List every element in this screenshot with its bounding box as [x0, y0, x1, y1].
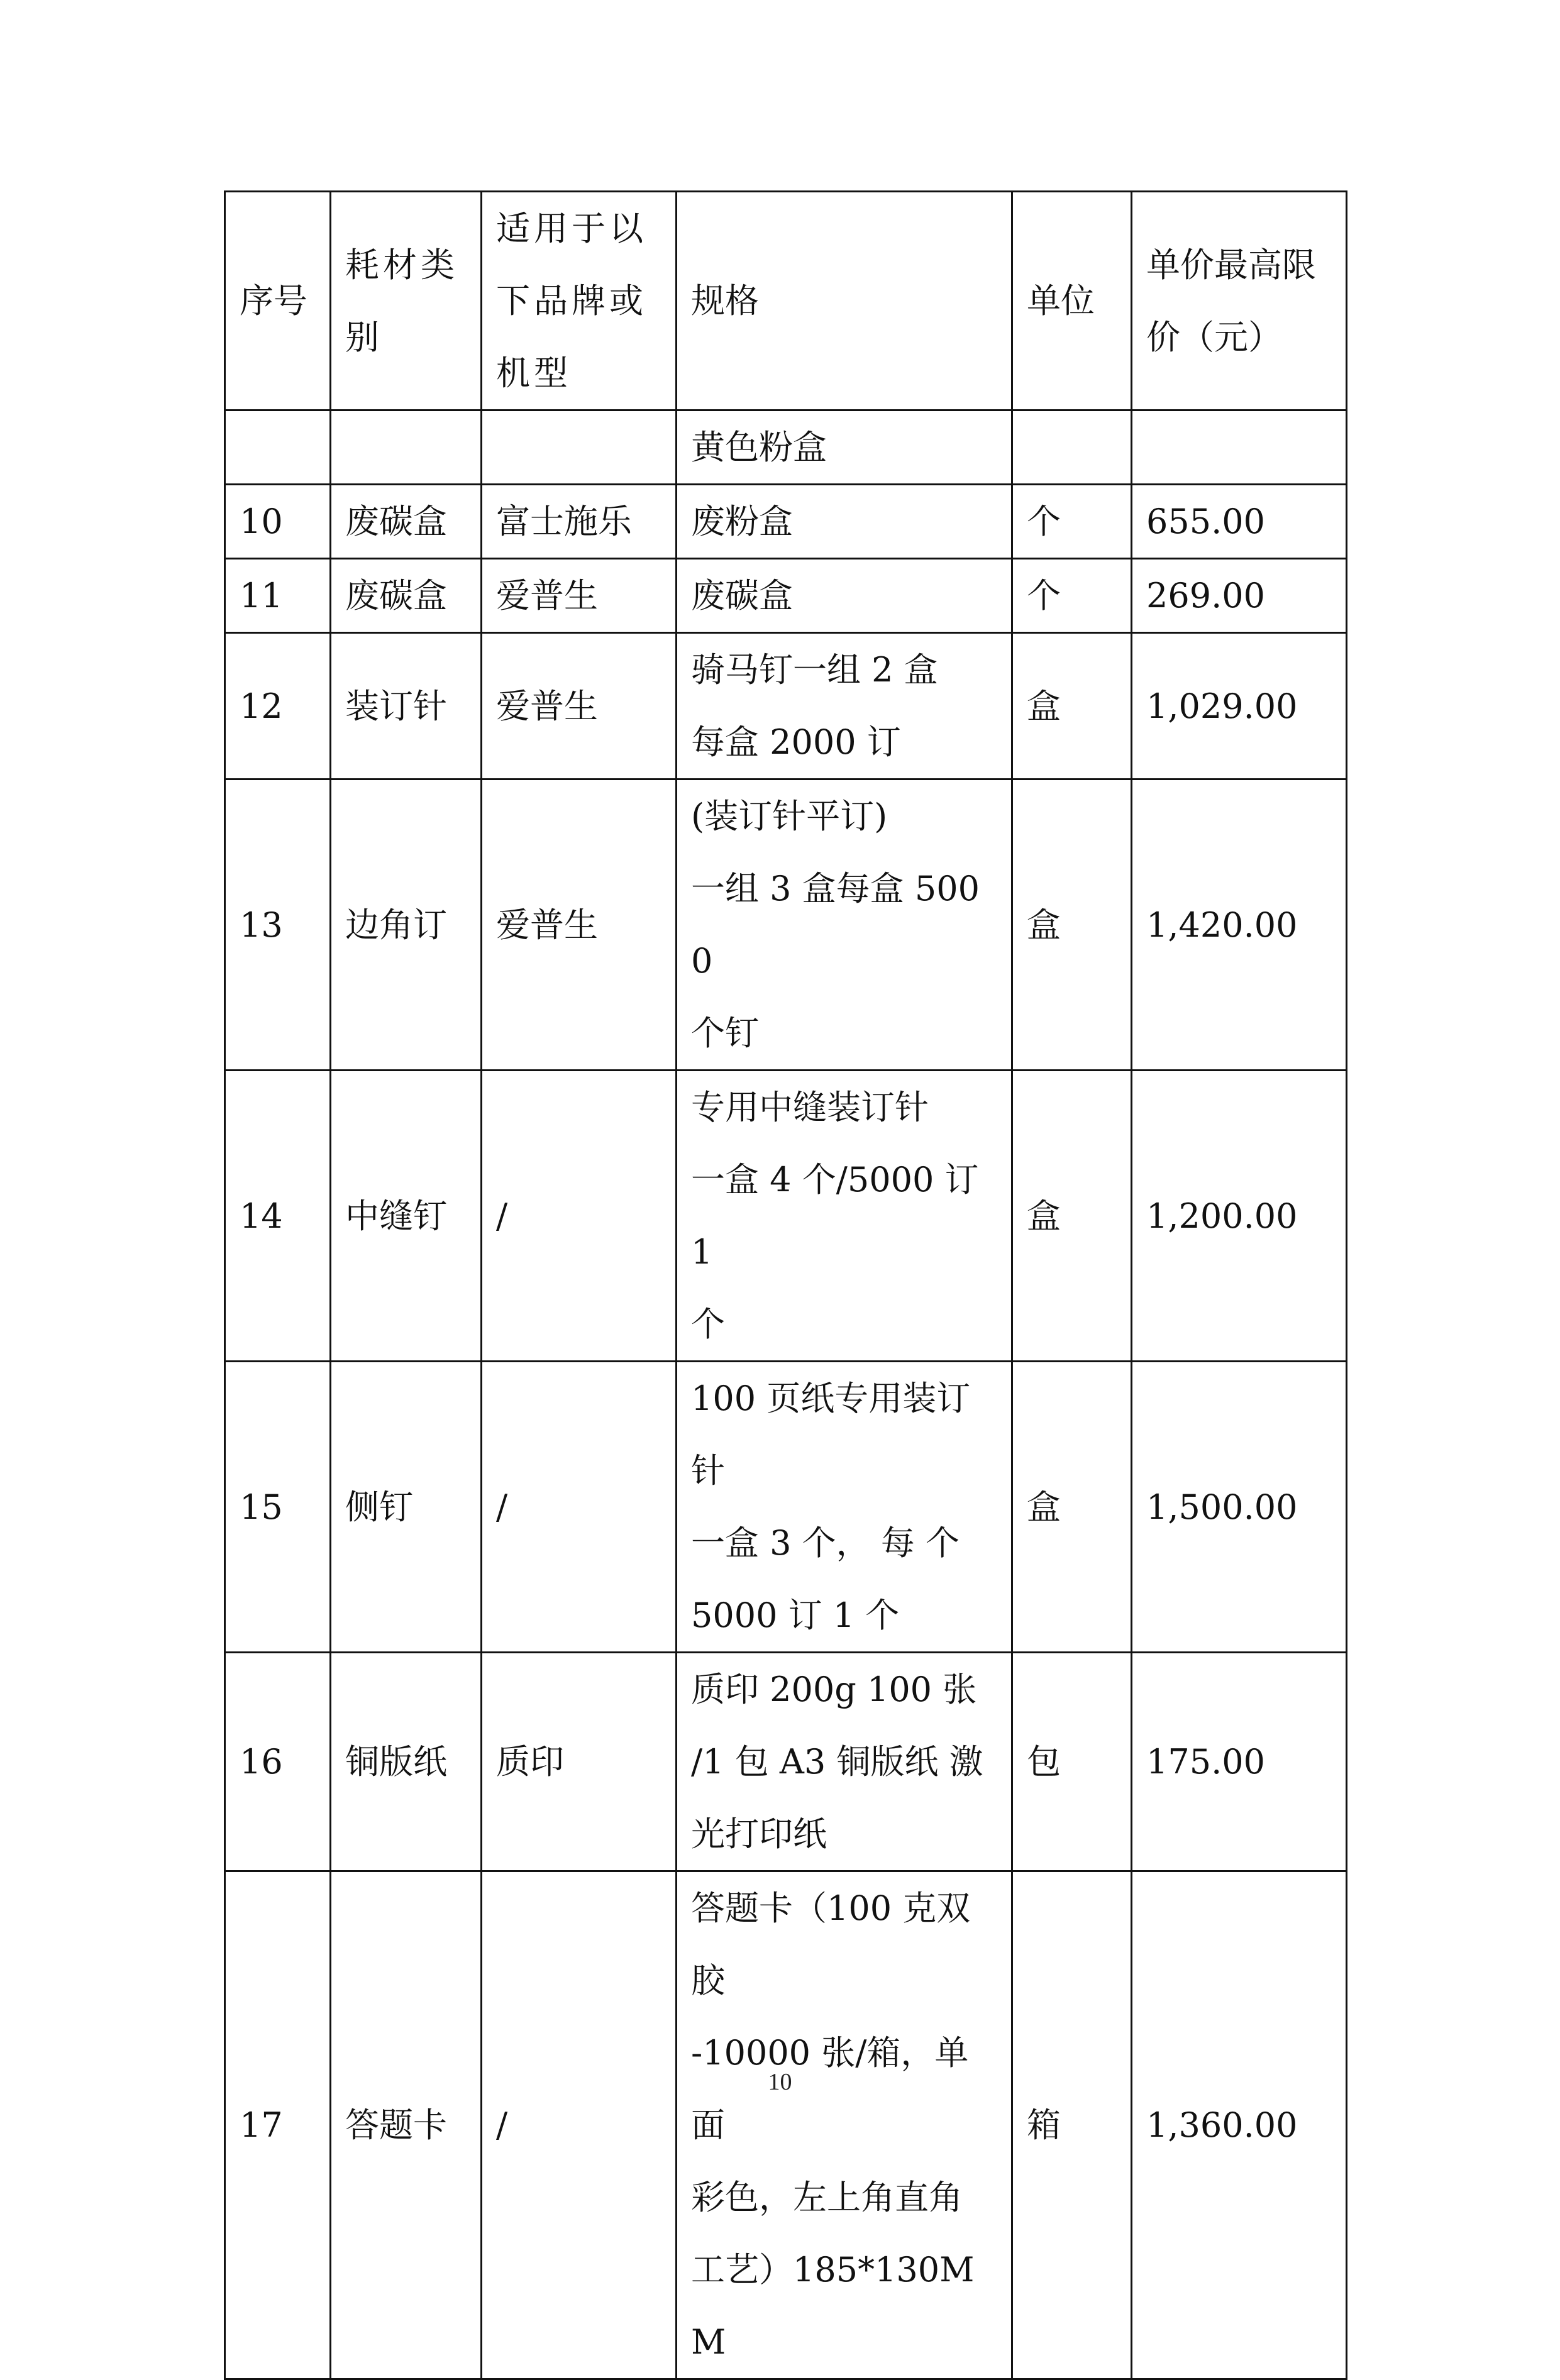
- cell-no: 17: [225, 1871, 331, 2379]
- cell-type: 装订针: [331, 633, 482, 780]
- table-row: [225, 1362, 1347, 1653]
- table-row: [225, 410, 1347, 485]
- table-row: [225, 1653, 1347, 1871]
- cell-type: 铜版纸: [331, 1653, 482, 1871]
- cell-unit: 个: [1012, 485, 1132, 559]
- header-no: 序号: [225, 192, 331, 410]
- cell-type: 边角订: [331, 780, 482, 1071]
- cell-price: 1,420.00: [1132, 780, 1347, 1071]
- table-row: [225, 1871, 1347, 2379]
- cell-spec: 黄色粉盒: [677, 410, 1012, 485]
- cell-spec: 废碳盒: [677, 559, 1012, 633]
- cell-unit: 包: [1012, 1653, 1132, 1871]
- cell-brand: /: [482, 1871, 677, 2379]
- cell-price: 269.00: [1132, 559, 1347, 633]
- cell-price: 1,500.00: [1132, 1362, 1347, 1653]
- cell-unit: 盒: [1012, 780, 1132, 1071]
- cell-brand: 爱普生: [482, 633, 677, 780]
- cell-price: 1,029.00: [1132, 633, 1347, 780]
- cell-price: 1,200.00: [1132, 1071, 1347, 1362]
- header-unit: 单位: [1012, 192, 1132, 410]
- header-brand: 适用于以下品牌或机型: [482, 192, 677, 410]
- header-spec: 规格: [677, 192, 1012, 410]
- cell-no: 12: [225, 633, 331, 780]
- cell-no: 13: [225, 780, 331, 1071]
- table-row: [225, 559, 1347, 633]
- cell-no: 10: [225, 485, 331, 559]
- table-header-row: [225, 192, 1347, 410]
- cell-price: 175.00: [1132, 1653, 1347, 1871]
- cell-unit: 个: [1012, 559, 1132, 633]
- cell-brand: 爱普生: [482, 780, 677, 1071]
- cell-no: 16: [225, 1653, 331, 1871]
- header-type: 耗材类别: [331, 192, 482, 410]
- cell-type: 答题卡: [331, 1871, 482, 2379]
- cell-type: 废碳盒: [331, 559, 482, 633]
- cell-no: 14: [225, 1071, 331, 1362]
- table-row: [225, 780, 1347, 1071]
- cell-brand: /: [482, 1071, 677, 1362]
- cell-no: 11: [225, 559, 331, 633]
- table-row: [225, 633, 1347, 780]
- cell-unit: 箱: [1012, 1871, 1132, 2379]
- cell-type: 侧钉: [331, 1362, 482, 1653]
- cell-price: 655.00: [1132, 485, 1347, 559]
- cell-brand: [482, 410, 677, 485]
- cell-spec: 质印 200g 100 张 /1 包 A3 铜版纸 激 光打印纸: [677, 1653, 1012, 1871]
- header-price: 单价最高限价（元）: [1132, 192, 1347, 410]
- cell-unit: [1012, 410, 1132, 485]
- cell-type: [331, 410, 482, 485]
- table-row: [225, 1071, 1347, 1362]
- cell-brand: 质印: [482, 1653, 677, 1871]
- page-number: 10: [768, 2069, 792, 2095]
- cell-spec: 专用中缝装订针 一盒 4 个/5000 订 1 个: [677, 1071, 1012, 1362]
- cell-type: 废碳盒: [331, 485, 482, 559]
- cell-spec: (装订针平订) 一组 3 盒每盒 5000 个钉: [677, 780, 1012, 1071]
- cell-type: 中缝钉: [331, 1071, 482, 1362]
- cell-price: 1,360.00: [1132, 1871, 1347, 2379]
- cell-brand: /: [482, 1362, 677, 1653]
- cell-price: [1132, 410, 1347, 485]
- cell-no: 15: [225, 1362, 331, 1653]
- cell-no: [225, 410, 331, 485]
- cell-spec: 答题卡（100 克双胶 -10000 张/箱，单面 彩色，左上角直角 工艺）185*130MM: [677, 1871, 1012, 2379]
- consumables-price-table: [224, 190, 1347, 2380]
- cell-brand: 爱普生: [482, 559, 677, 633]
- cell-brand: 富士施乐: [482, 485, 677, 559]
- cell-spec: 100 页纸专用装订 针 一盒 3 个， 每 个 5000 订 1 个: [677, 1362, 1012, 1653]
- cell-spec: 骑马钉一组 2 盒 每盒 2000 订: [677, 633, 1012, 780]
- cell-unit: 盒: [1012, 1071, 1132, 1362]
- cell-spec: 废粉盒: [677, 485, 1012, 559]
- cell-unit: 盒: [1012, 633, 1132, 780]
- table-row: [225, 485, 1347, 559]
- cell-unit: 盒: [1012, 1362, 1132, 1653]
